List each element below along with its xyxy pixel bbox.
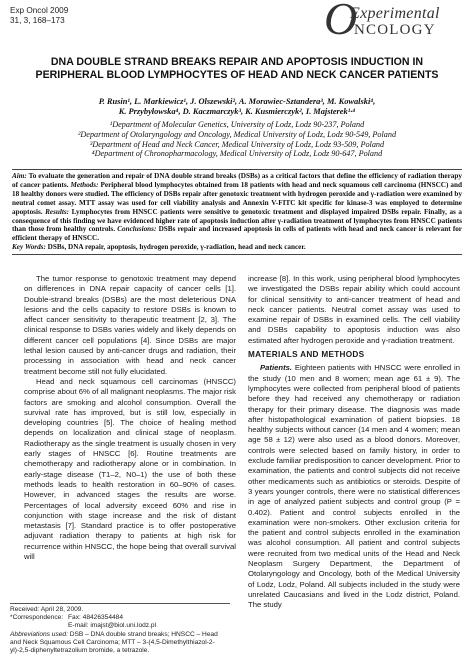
patients-paragraph (248, 363, 460, 610)
journal-name: Exp Oncol 2009 (10, 6, 69, 15)
patients-text: Eighteen patients with HNSCC were enrolled in the study (10 men and 8 women; mean age 61 ± 9). The lymphocytes were collected from peripheral blood of patients before they had received any chemotherapy or radiation therapy for their primary disease. The diagnosis was made after histopathological examination of patient biopsies. 18 healthy subjects without cancer (14 men and 4 women; mean age 58 ± 12) were also used as a blood donors. Moreover, controls were selected based on family history, in order to exclude familiar predisposition to cancer development. Prior to examination, the patients and control subjects did not receive other medicaments such as antibiotics or steroids. Despite of 3 years younger controls, there were no statistical differences in age of analyzed patient subjects and control group (P = 0.402). Patient and control subjects enrolled in the examination were non-smokers. Other exclusion criteria for the patient and control subjects enrolled in the examination was alcohol consumption. All patient and control subjects were recruited from two medical units of the Head and Neck Neoplasm Surgery Department, the Department of Otolaryngology and Oncology, both of the Medical University of Lodz, Lodz, Poland. All subjects included in the study were unrelated Caucasians and lived in the Lodz district, Poland. The study (248, 363, 460, 610)
abbreviations-label: Abbreviations used: (10, 630, 68, 638)
body-column-left (24, 274, 236, 562)
abstract-aim: To evaluate the generation and repair of DNA double strand breaks (DSBs) as a critical factors that define the efficiency of radiation therapy of cancer patients. (12, 172, 462, 189)
abstract-keywords-label: Key Words: (12, 243, 46, 252)
author-line-1: P. Rusin¹, L. Markiewicz¹, J. Olszewski², A. Morawiec-Sztandera³, M. Kowalski⁴, (98, 97, 376, 106)
abstract-keywords: DSBs, DNA repair, apoptosis, hydrogen peroxide, γ-radiation, head and neck cancer. (45, 243, 306, 252)
correspondence-row (10, 614, 230, 622)
affiliation-3: ³Department of Head and Neck Cancer, Medical University of Lodz, Lodz 93-509, Poland (89, 139, 385, 149)
article-title: DNA DOUBLE STRAND BREAKS REPAIR AND APOPTOSIS INDUCTION IN PERIPHERAL BLOOD LYMPHOCYTES OF HEAD AND NECK CANCER PATIENTS (35, 56, 439, 81)
affiliation-2: ²Department of Otolaryngology and Oncology, Medical University of Lodz, Lodz 90-549, Poland (77, 129, 397, 139)
abstract-methods-label: Methods: (70, 180, 99, 189)
patients-run-in-heading: Patients. (260, 363, 293, 373)
abstract-aim-label: Aim: (12, 172, 27, 180)
logo-initial: O (324, 0, 358, 44)
footnotes (10, 603, 230, 655)
journal-citation (10, 6, 68, 26)
affiliation-4: ⁴Department of Chronopharmacology, Medical University of Lodz, Lodz 90-647, Poland (91, 149, 383, 159)
journal-volume: 31, 3, 168–173 (10, 16, 65, 25)
abstract-conclusions: DSBs repair and increased apoptosis in cells of patients with head and neck cancer is relevant for efficient therapy of HNSCC. (12, 225, 462, 243)
affiliation-list (20, 120, 454, 159)
abstract-results: Lymphocytes from HNSCC patients were sensitive to genotoxic treatment and displayed impaired DSBs repair. Finally, as a consequence of this finding we have evidenced higher rate of apoptosis induction after γ-radiation treatment of lymphocytes from HNSCC patients than those from healthy controls. (12, 207, 462, 234)
abstract-results-label: Results: (45, 207, 70, 216)
correspondence-email: E-mail: imajst@biol.uni.lodz.pl (68, 622, 157, 630)
abstract-conclusions-label: Conclusions: (117, 225, 157, 234)
abstract (12, 169, 462, 255)
logo-word-experimental: Experimental (350, 5, 440, 22)
received-date: Received: April 28, 2009. (10, 606, 84, 613)
abstract-methods: Peripheral blood lymphocytes obtained from 18 patients with head and neck squamous cell carcinoma (HNSCC) and 18 healthy donors were studied. The efficiency of DSBs repair after genotoxic treatment with hydrogen peroxide and γ-radiation were examined by neutral comet assay. MTT assay was used for cell viability analysis and Annexin V-FITC kit specific for kinase-3 was employed to determine apoptosis. (12, 180, 463, 216)
journal-logo (324, 2, 464, 42)
body-column-right (248, 274, 460, 611)
correspondence-fax: Fax: 48426354484 (68, 614, 123, 622)
body-paragraph-2: Head and neck squamous cell carcinomas (HNSCC) comprise about 6% of all malignant neoplasms. The major risk factors are smoking and alcohol consumption. Overall the survival rate has improved, but is still low, especially in developing countries [5]. The choice of healing method depends on localization and clinical stage of neoplasm. Radiotherapy as the single treatment is usually chosen in very early stages of HNSCC [6]. Routine treatments are chemotherapy and radiotherapy alone or in combination. In early-stage disease (T1–2, N0–1) the use of both these methods leads to health restoration in 60–90% of cases. However, in advanced stages the results are worse. Percentages of local adversity exceed 60% and rise in conjunction with stage increase and the risk of distant metastasis [7]. Standard practice is to offer postoperative adjuvant radiation therapy to patients at high risk for recurrence within HNSCC, the hope being that overall survival will (24, 376, 236, 562)
body-paragraph-3: increase [8]. In this work, using peripheral blood lymphocytes we investigated the DSBs repair ability which could account for clinical sensitivity to anti-cancer treatment of head and neck cancer patients. Neutral comet assay was used to examine repair of DSBs in examined cells. The cell viability and DSBs capability to apoptosis induction was also estimated after hydrogen peroxide and γ-radiation treatment. (248, 274, 460, 345)
abbreviations-text: DSB – DNA double strand breaks; HNSCC – Head and Neck Squamous Cell Carcinoma; MTT – 3-(4,5-Dimethylthiazol-2-yl)-2,5-diphenyltetrazolium bromide, a tetrazole. (10, 630, 218, 655)
body-paragraph-1: The tumor response to genotoxic treatment may depend on differences in DNA repair capacity of cancer cells [1]. Double-strand breaks (DSBs) are the most deleterious DNA lesions and the cells capacity to restore DSBs is known to affect cancer sensitivity to therapeutic treatment [2, 3]. The clinical response to DSBs varies widely and likely depends on different cancer cell populations [4]. Since DSBs are major lethal lesion caused by anti-cancer drugs and radiation, their processing in association with head and neck cancer treatment become still not fully elucidated. (24, 274, 236, 376)
correspondence-label: *Correspondence: (10, 614, 64, 622)
abbreviations-note (10, 631, 230, 656)
affiliation-1: ¹Department of Molecular Genetics, University of Lodz, Lodz 90-237, Poland (109, 120, 365, 129)
author-list (20, 97, 454, 117)
author-line-2: K. Przybyłowska⁴, D. Kaczmarczyk³, K. Kusmierczyk², I. Majsterek¹·⁴ (118, 107, 356, 117)
logo-word-oncology: NCOLOGY (354, 22, 436, 38)
section-heading-materials-methods: MATERIALS AND METHODS (248, 350, 365, 360)
